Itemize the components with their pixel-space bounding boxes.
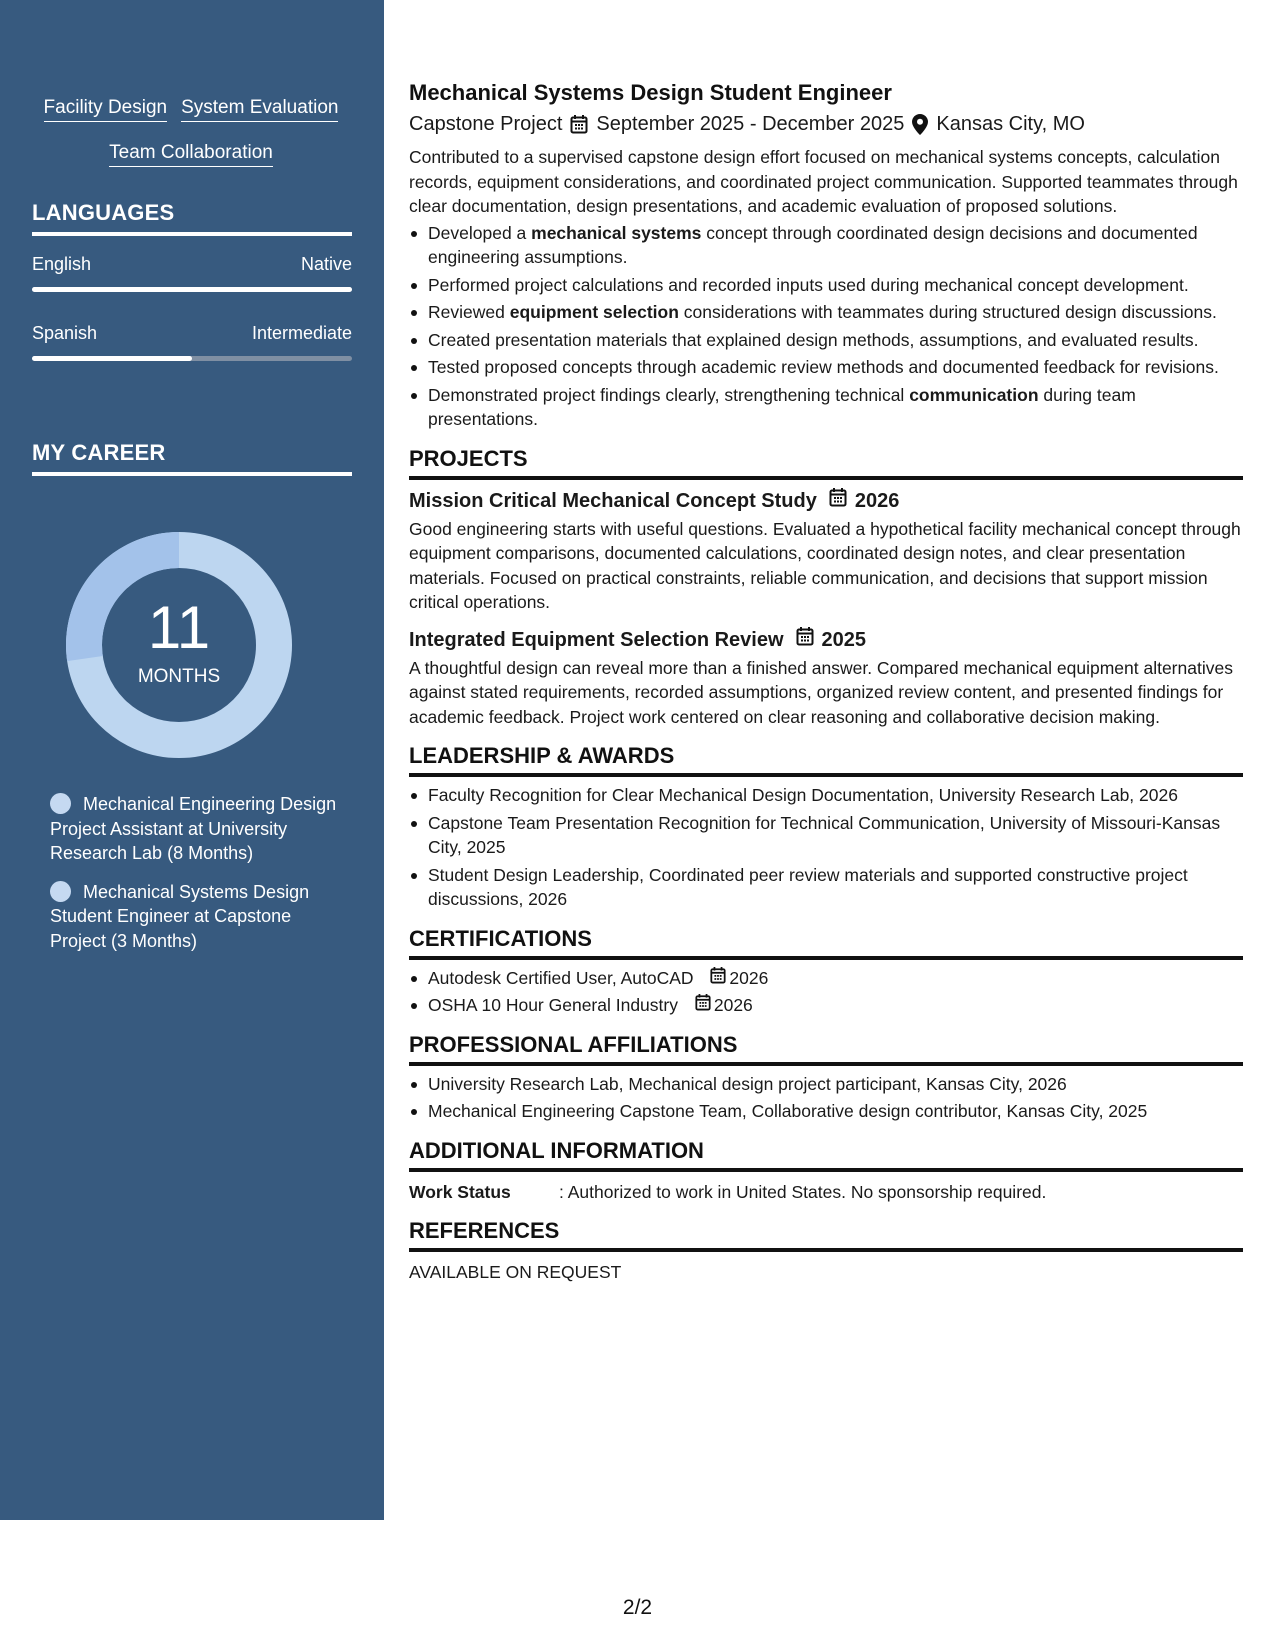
job-bullet [409,300,1243,325]
language-name: English [32,254,92,274]
career-item [50,880,350,954]
job-bullet [409,273,1243,298]
project-year: 2025 [821,628,867,651]
additional-info-heading: ADDITIONAL INFORMATION [409,1136,1243,1172]
bullet-text: Tested proposed concepts through academic review methods and documented feedback for revisions. [428,357,1219,377]
certification-name: OSHA 10 Hour General Industry [428,995,678,1015]
calendar-icon [796,625,814,655]
work-status-row [409,1180,1243,1204]
job-bullet [409,328,1243,353]
career-item-text: Mechanical Engineering Design Project Assistant at University Research Lab (8 Months) [50,794,337,863]
job-location: Kansas City, MO [936,113,1085,135]
job-meta [409,109,1243,139]
certifications-heading: CERTIFICATIONS [409,924,1243,960]
leadership-item: Faculty Recognition for Clear Mechanical Design Documentation, University Research Lab, 2026 [409,783,1243,808]
project-description: Good engineering starts with useful questions. Evaluated a hypothetical facility mechanical concept through equipment comparisons, documented calculations, coordinated design notes, and clear presentation materials. Focused on practical constraints, reliable communication, and decisions that support mission critical operations. [409,518,1241,612]
job-summary: Contributed to a supervised capstone design effort focused on mechanical systems concepts, calculation records, equipment considerations, and coordinated project communication. Supported teammates through clear documentation, design presentations, and academic evaluation of proposed solutions. [409,147,1238,216]
projects-heading: PROJECTS [409,444,1243,480]
affiliation-item: University Research Lab, Mechanical design project participant, Kansas City, 2026 [409,1072,1243,1097]
skills-list [30,86,352,176]
job-company: Capstone Project [409,113,563,135]
work-status-value: : Authorized to work in United States. No sponsorship required. [559,1181,1047,1202]
leadership-item: Capstone Team Presentation Recognition for Technical Communication, University of Missouri-Kansas City, 2025 [409,811,1243,860]
career-list [50,792,350,967]
calendar-icon [570,114,588,134]
affiliations-list [409,1072,1243,1124]
project-title: Mission Critical Mechanical Concept Study [409,489,817,512]
leadership-heading: LEADERSHIP & AWARDS [409,741,1243,777]
skill-tag: Facility Design [44,96,168,122]
language-level: Native [300,254,352,274]
skill-tag: System Evaluation [181,96,338,122]
calendar-icon [710,966,726,991]
career-item-text: Mechanical Systems Design Student Engineer at Capstone Project (3 Months) [50,881,310,951]
job-bullets [409,221,1243,432]
job-bullet [409,221,1243,270]
leadership-list [409,783,1243,912]
skill-tag: Team Collaboration [109,141,273,167]
page-number: 2/2 [622,1596,653,1619]
job-dates: September 2025 - December 2025 [596,113,905,135]
language-bar-fill [32,287,352,292]
language-level: Intermediate [251,323,352,343]
certification-item [409,993,1243,1018]
location-pin-icon [912,114,928,135]
bullet-text: Performed project calculations and recorded inputs used during mechanical concept development. [428,274,1189,295]
project-year: 2026 [854,489,900,512]
bullet-text: Developed a [428,222,532,243]
certification-year: 2026 [729,967,769,988]
leadership-item: Student Design Leadership, Coordinated peer review materials and supported constructive project discussions, 2026 [409,863,1243,912]
bullet-text: Demonstrated project findings clearly, strengthening technical [428,384,910,405]
calendar-icon [695,993,711,1018]
bullet-keyword: mechanical systems [531,222,702,243]
language-bar-fill [32,356,192,361]
career-item [50,792,350,866]
bullet-dot-icon [50,881,71,902]
bullet-text: concept through coordinated design decisions and documented engineering assumptions. [428,222,1198,267]
calendar-icon [829,486,847,516]
certification-item [409,966,1243,991]
work-status-label: Work Status [409,1181,511,1202]
bullet-text: during team presentations. [428,384,1136,429]
affiliation-item: Mechanical Engineering Capstone Team, Collaborative design contributor, Kansas City, 2025 [409,1099,1243,1124]
project-title-row [409,625,1243,655]
job-title: Mechanical Systems Design Student Engineer [409,80,892,105]
project-description: A thoughtful design can reveal more than a finished answer. Compared mechanical equipment alternatives against stated requirements, recorded assumptions, organized review content, and presented findings for academic feedback. Project work centered on clear reasoning and collaborative decision making. [409,657,1233,727]
project-title-row [409,486,1243,516]
affiliations-heading: PROFESSIONAL AFFILIATIONS [409,1030,1243,1066]
career-total-unit: MONTHS [137,666,221,687]
bullet-text: Reviewed [428,302,510,322]
certification-year: 2026 [713,995,753,1015]
bullet-text: Created presentation materials that explained design methods, assumptions, and evaluated results. [428,329,1199,350]
language-row [32,323,352,361]
career-total-number: 11 [147,594,211,661]
job-bullet [409,383,1243,432]
project-title: Integrated Equipment Selection Review [409,628,784,651]
language-bar [32,356,352,361]
job-bullet [409,355,1243,380]
language-bar [32,287,352,292]
references-text: AVAILABLE ON REQUEST [409,1261,622,1282]
bullet-keyword: communication [909,384,1039,405]
main-content [409,78,1243,1283]
languages-heading: LANGUAGES [32,200,352,236]
language-row [32,254,352,292]
language-name: Spanish [32,323,98,343]
certification-name: Autodesk Certified User, AutoCAD [428,967,694,988]
bullet-dot-icon [50,793,71,814]
certifications-list [409,966,1243,1018]
references-heading: REFERENCES [409,1216,1243,1252]
sidebar [0,0,384,1520]
bullet-keyword: equipment selection [509,302,679,322]
bullet-text: considerations with teammates during structured design discussions. [678,302,1217,322]
career-heading: MY CAREER [32,440,352,476]
